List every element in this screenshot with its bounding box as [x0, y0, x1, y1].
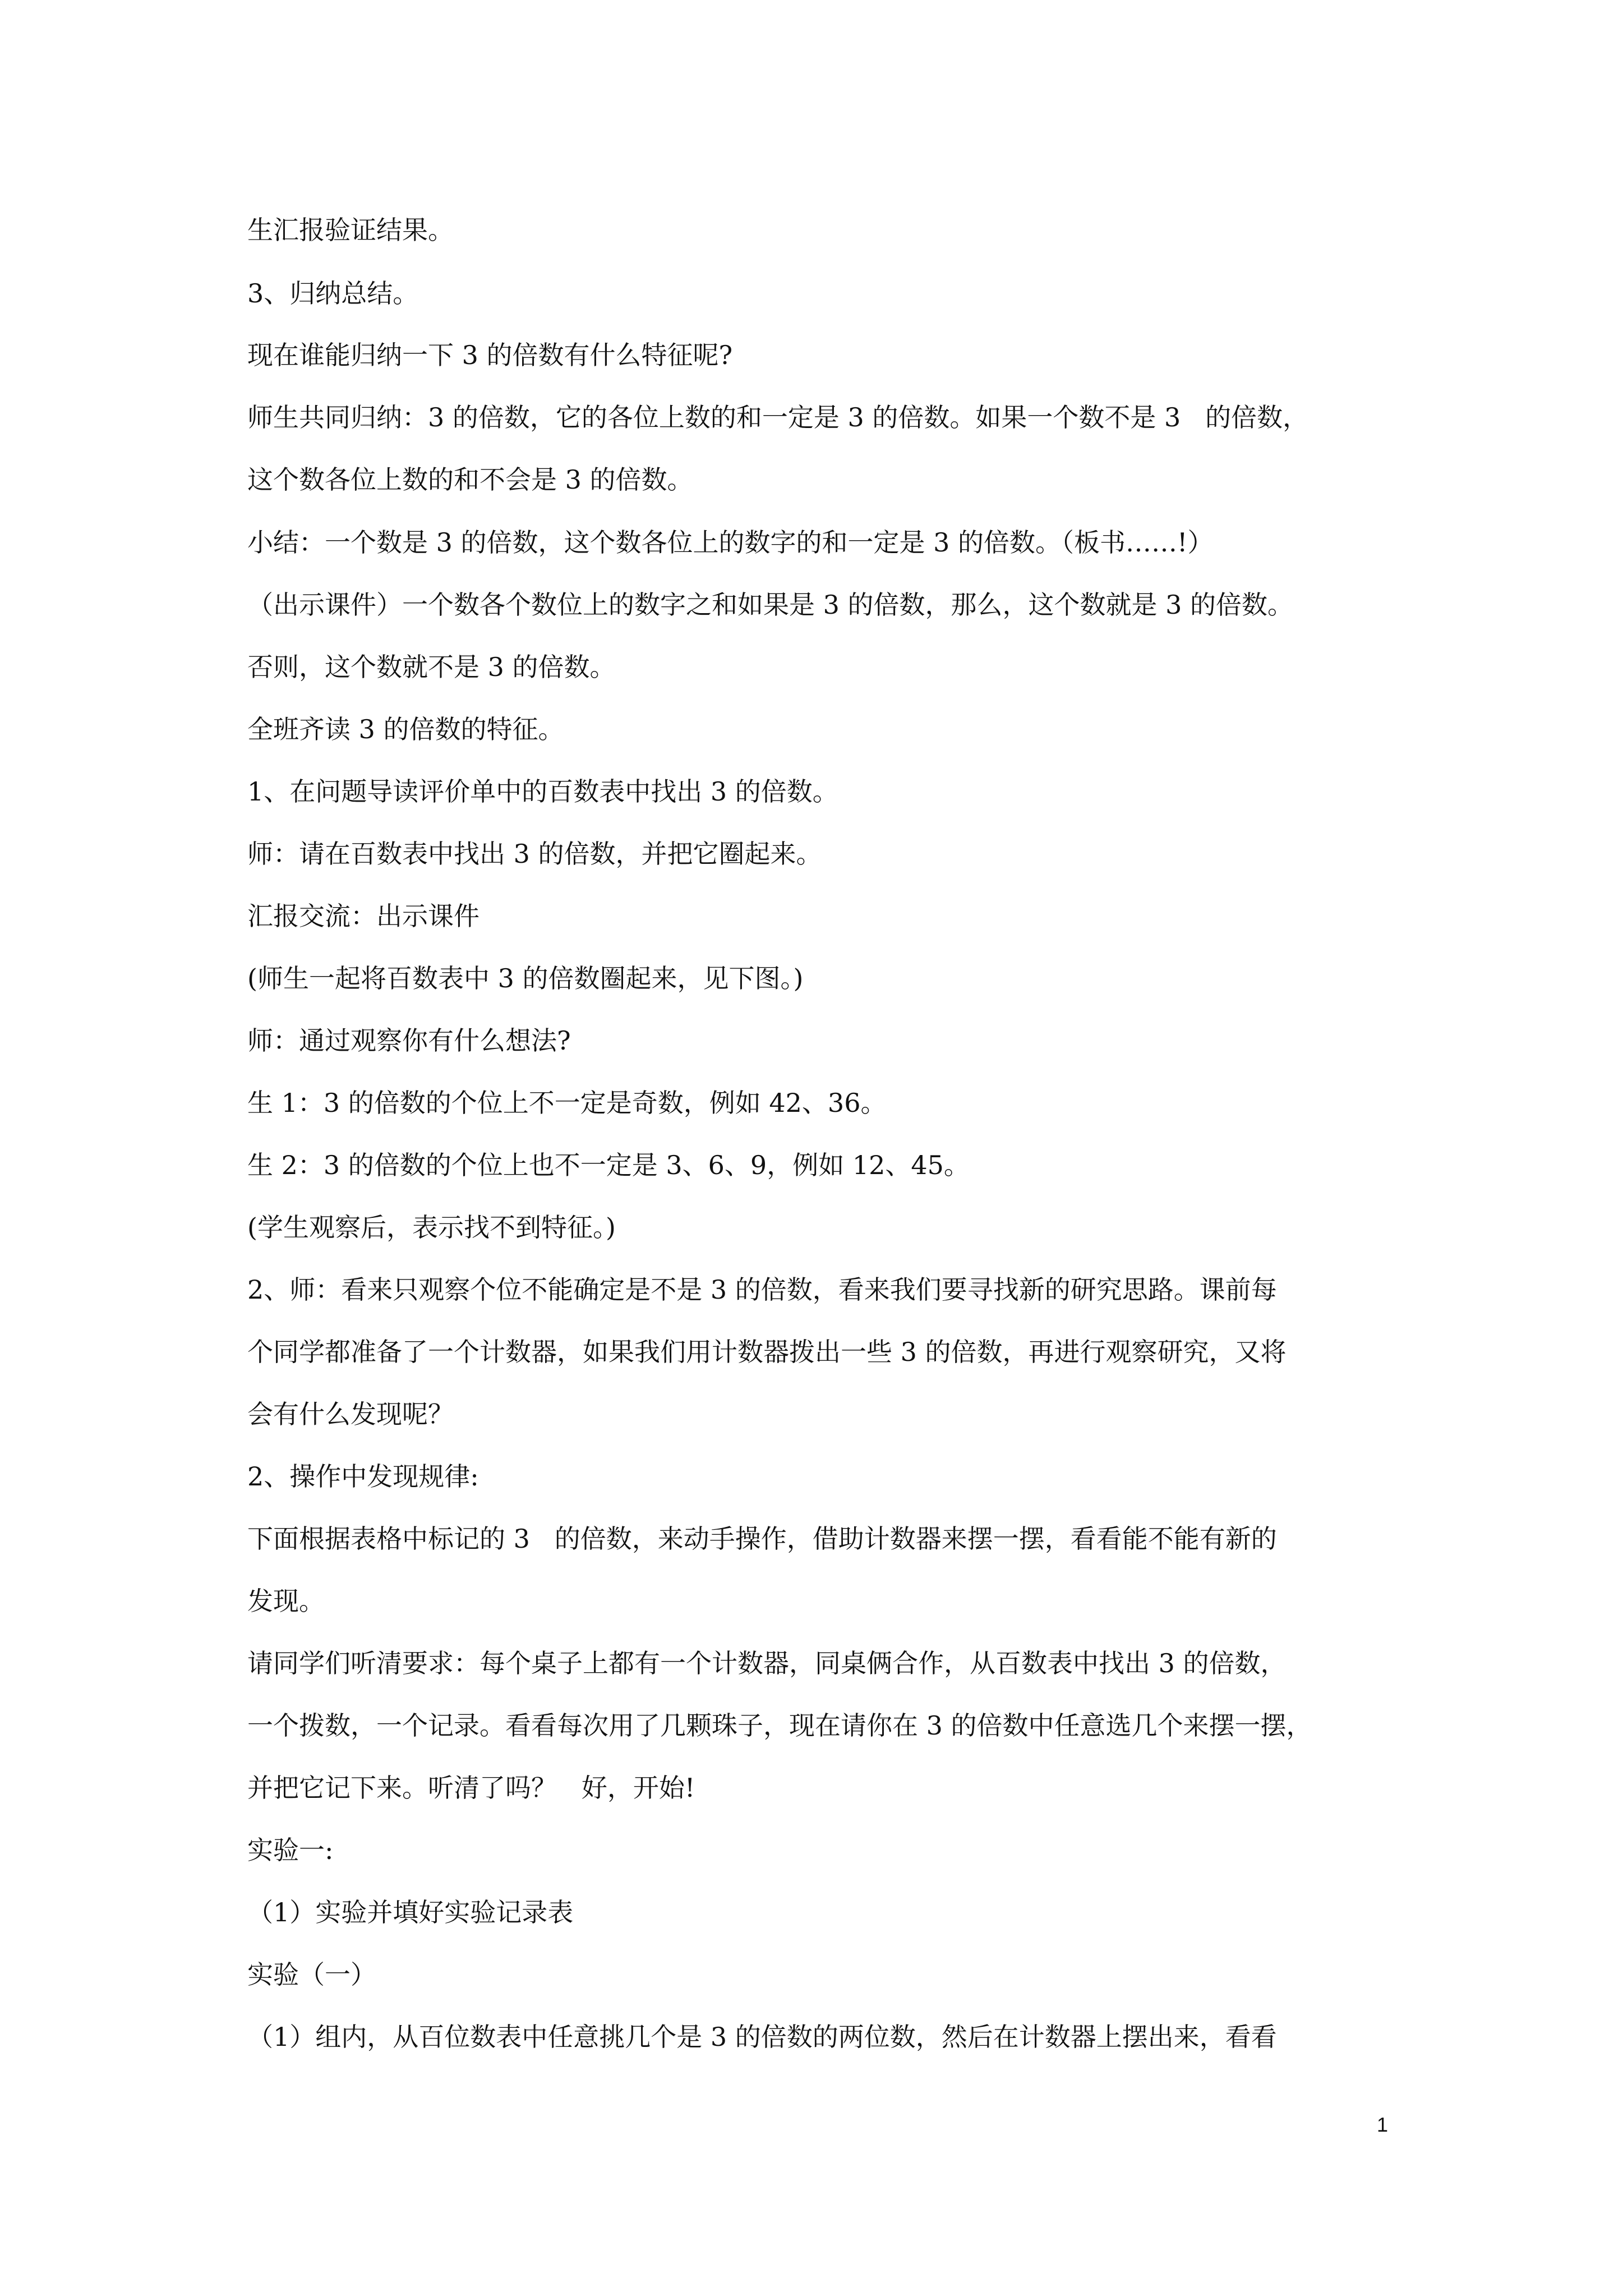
text-line: 小结：一个数是 3 的倍数，这个数各位上的数字的和一定是 3 的倍数。（板书……!）	[247, 527, 1214, 558]
text-line: 1、在问题导读评价单中的百数表中找出 3 的倍数。	[247, 776, 838, 807]
text-line: 个同学都准备了一个计数器，如果我们用计数器拨出一些 3 的倍数，再进行观察研究，又将	[247, 1337, 1287, 1367]
text-line: 请同学们听清要求：每个桌子上都有一个计数器，同桌俩合作，从百数表中找出 3 的倍数，	[247, 1648, 1287, 1678]
text-line: 师：通过观察你有什么想法?	[247, 1025, 571, 1056]
text-line: 下面根据表格中标记的 3 的倍数，来动手操作，借助计数器来摆一摆，看看能不能有新的	[247, 1524, 1277, 1554]
text-line: 3、归纳总结。	[247, 278, 419, 309]
page-number: 1	[1377, 2113, 1389, 2136]
text-line: 2、操作中发现规律:	[247, 1461, 479, 1492]
text-line: 实验（一）	[247, 1959, 376, 1990]
text-line: （1）组内，从百位数表中任意挑几个是 3 的倍数的两位数，然后在计数器上摆出来，看看	[247, 2022, 1277, 2052]
text-line: 会有什么发现呢？	[247, 1399, 454, 1429]
text-line: 生汇报验证结果。	[247, 215, 454, 245]
text-line: (学生观察后，表示找不到特征。)	[247, 1212, 616, 1243]
text-line: 一个拨数，一个记录。看看每次用了几颗珠子，现在请你在 3 的倍数中任意选几个来摆一摆，	[247, 1710, 1312, 1741]
text-line: 并把它记下来。听清了吗？ 好，开始!	[247, 1773, 695, 1803]
text-line: 现在谁能归纳一下 3 的倍数有什么特征呢?	[247, 340, 733, 370]
text-line: （出示课件）一个数各个数位上的数字之和如果是 3 的倍数，那么，这个数就是 3 的倍数。	[247, 590, 1294, 620]
text-line: 这个数各位上数的和不会是 3 的倍数。	[247, 464, 693, 495]
text-line: 发现。	[247, 1586, 325, 1616]
text-line: 全班齐读 3 的倍数的特征。	[247, 714, 564, 744]
text-line: 生 1：3 的倍数的个位上不一定是奇数，例如 42、36。	[247, 1088, 887, 1118]
text-line: 2、师：看来只观察个位不能确定是不是 3 的倍数，看来我们要寻找新的研究思路。课前每	[247, 1274, 1277, 1305]
text-line: 否则，这个数就不是 3 的倍数。	[247, 652, 616, 682]
text-line: 师：请在百数表中找出 3 的倍数，并把它圈起来。	[247, 839, 822, 869]
text-line: 生 2：3 的倍数的个位上也不一定是 3、6、9，例如 12、45。	[247, 1150, 970, 1180]
text-line: （1）实验并填好实验记录表	[247, 1897, 574, 1927]
text-line: 汇报交流：出示课件	[247, 901, 479, 931]
text-line: (师生一起将百数表中 3 的倍数圈起来，见下图。)	[247, 963, 804, 993]
text-line: 师生共同归纳：3 的倍数，它的各位上数的和一定是 3 的倍数。如果一个数不是 3 的倍数，	[247, 402, 1309, 432]
text-line: 实验一:	[247, 1835, 334, 1865]
